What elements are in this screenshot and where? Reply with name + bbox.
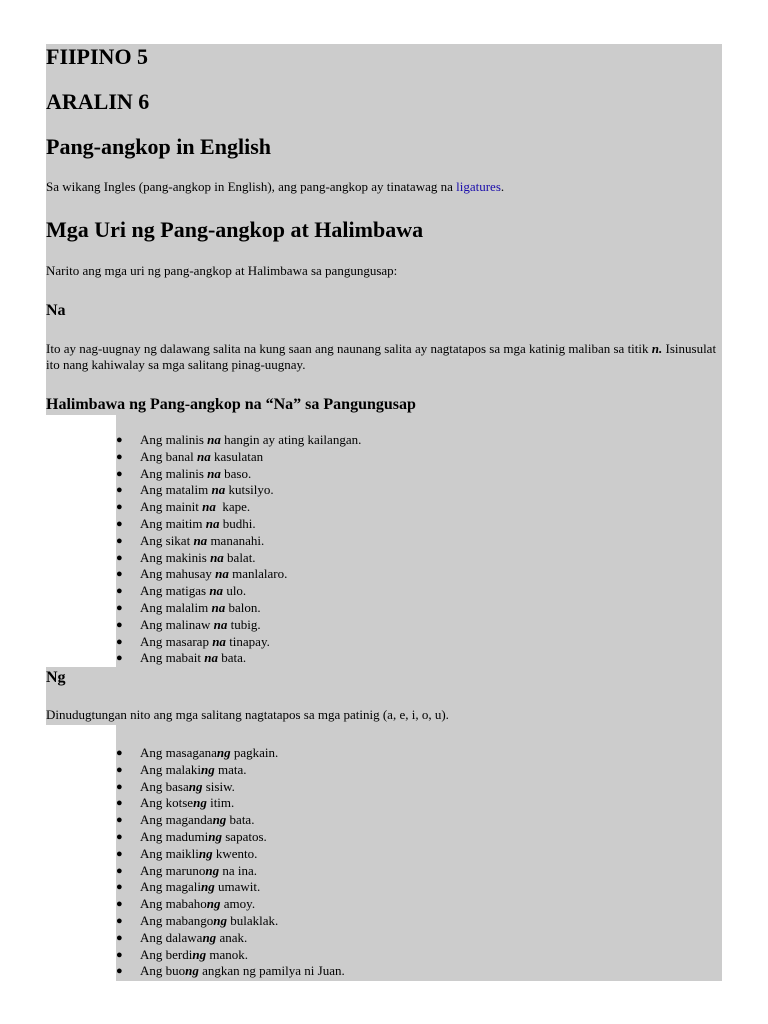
na-desc-part1: Ito ay nag-uugnay ng dalawang salita na kung saan ang naunang salita ay nagtatapos sa mga katinig maliban sa titik: [46, 341, 652, 356]
example-text: Ang mahusay: [140, 566, 216, 582]
list-item: [116, 896, 345, 913]
bullet-icon: ●: [116, 534, 123, 547]
example-text: Ang buo: [140, 963, 186, 979]
example-text-end: kutsilyo.: [225, 482, 274, 498]
page-title-lesson: ARALIN 6: [46, 89, 150, 114]
list-item: [116, 482, 361, 499]
example-text: Ang makinis: [140, 549, 211, 565]
example-text-end: balon.: [225, 599, 261, 615]
list-item: [116, 634, 361, 651]
example-text: Ang maikli: [140, 845, 199, 861]
list-item: [116, 963, 345, 980]
example-text-end: pagkain.: [230, 745, 279, 760]
ligatures-link[interactable]: ligatures: [456, 179, 501, 194]
ligature-word: na: [204, 650, 218, 666]
english-text-end: .: [500, 179, 505, 194]
example-text: Ang masagana: [140, 745, 217, 760]
example-text: Ang basa: [140, 778, 189, 794]
example-text-end: manok.: [206, 946, 248, 962]
ligature-word: ng: [208, 828, 222, 844]
section-heading-types: Mga Uri ng Pang-angkop at Halimbawa: [46, 217, 424, 242]
ligature-word: ng: [202, 929, 217, 945]
example-text: Ang maruno: [140, 862, 206, 878]
bullet-icon: ●: [116, 467, 123, 480]
list-item: [116, 846, 345, 863]
list-item: [116, 566, 361, 583]
list-item: [116, 745, 345, 762]
bullet-icon: ●: [116, 830, 123, 843]
example-text: Ang magali: [140, 879, 202, 895]
page-title-subject: FIIPINO 5: [46, 44, 149, 69]
ligature-word: ng: [192, 946, 207, 962]
ligature-word: ng: [193, 795, 207, 811]
example-text-end: sisiw.: [202, 778, 235, 794]
na-desc-letter: n.: [651, 341, 663, 356]
ligature-word: na: [202, 499, 216, 515]
example-text-end: budhi.: [219, 515, 256, 531]
bullet-icon: ●: [116, 797, 123, 810]
na-examples-list: [116, 432, 361, 667]
example-text: Ang mainit: [140, 499, 203, 515]
bullet-icon: ●: [116, 898, 123, 911]
bullet-icon: ●: [116, 948, 123, 961]
example-text-end: tinapay.: [225, 633, 270, 649]
example-text: Ang maitim: [140, 515, 206, 531]
example-text-end: angkan ng pamilya ni Juan.: [198, 963, 345, 979]
list-item: [116, 762, 345, 779]
ligature-word: na: [213, 616, 228, 632]
list-item: [116, 795, 345, 812]
english-text: Sa wikang Ingles (pang-angkop in English), ang pang-angkop ay tinatawag na: [46, 179, 457, 194]
example-text: Ang kotse: [140, 795, 194, 811]
ligature-word: ng: [185, 963, 199, 979]
bullet-icon: ●: [116, 568, 123, 581]
bullet-icon: ●: [116, 618, 123, 631]
bullet-icon: ●: [116, 864, 123, 877]
example-text-end: itim.: [206, 795, 235, 811]
bullet-icon: ●: [116, 847, 123, 860]
ng-heading: Ng: [46, 669, 66, 686]
bullet-icon: ●: [116, 585, 123, 598]
na-description: [46, 341, 722, 373]
example-text-end: kape.: [215, 499, 251, 515]
bullet-icon: ●: [116, 763, 123, 776]
ligature-word: na: [197, 448, 211, 464]
ligature-word: ng: [205, 862, 220, 878]
ligature-word: ng: [213, 912, 228, 928]
example-text: Ang mabango: [140, 912, 214, 928]
example-text: Ang banal: [140, 448, 198, 464]
bullet-icon: ●: [116, 434, 123, 446]
bullet-icon: ●: [116, 450, 123, 463]
example-text-end: baso.: [220, 465, 252, 481]
list-item: [116, 432, 361, 449]
example-text: Ang matalim: [140, 482, 212, 498]
example-text: Ang mabait: [140, 650, 205, 666]
example-text: Ang malinaw: [140, 616, 214, 632]
example-text-end: tubig.: [227, 616, 261, 632]
bullet-icon: ●: [116, 501, 123, 514]
list-item: [116, 829, 345, 846]
example-text: Ang malaki: [140, 761, 202, 777]
english-paragraph: [46, 179, 722, 195]
list-item: [116, 863, 345, 880]
types-intro: Narito ang mga uri ng pang-angkop at Halimbawa sa pangungusap:: [46, 263, 398, 278]
example-text-end: bulaklak.: [227, 912, 279, 928]
example-text: Ang sikat: [140, 532, 194, 548]
example-text: Ang madumi: [140, 828, 209, 844]
example-text-end: hangin ay ating kailangan.: [220, 432, 362, 447]
ligature-word: na: [215, 566, 229, 582]
list-item: [116, 516, 361, 533]
bullet-icon: ●: [116, 965, 123, 978]
bullet-icon: ●: [116, 551, 123, 564]
bullet-icon: ●: [116, 652, 123, 665]
ligature-word: na: [207, 432, 221, 447]
list-item: [116, 879, 345, 896]
example-text-end: na ina.: [219, 862, 257, 878]
list-item: [116, 779, 345, 796]
bullet-icon: ●: [116, 601, 123, 614]
na-examples-heading: Halimbawa ng Pang-angkop na “Na” sa Pangungusap: [46, 396, 416, 413]
example-text-end: umawit.: [214, 879, 261, 895]
example-text-end: amoy.: [220, 896, 256, 912]
example-text-end: balat.: [223, 549, 256, 565]
ligature-word: na: [211, 482, 226, 498]
example-text-end: bata.: [218, 650, 247, 666]
highlight-ng-heading: [46, 667, 722, 703]
list-item: [116, 947, 345, 964]
example-text-end: bata.: [226, 812, 255, 828]
na-heading: Na: [46, 302, 66, 319]
section-heading-english: Pang-angkop in English: [46, 134, 271, 159]
ligature-word: na: [210, 549, 224, 565]
example-text-end: manlalaro.: [228, 566, 288, 582]
example-text: Ang malalim: [140, 599, 212, 615]
list-item: [116, 449, 361, 466]
ng-description: Dinudugtungan nito ang mga salitang nagtatapos sa mga patinig (a, e, i, o, u).: [46, 707, 449, 722]
bullet-icon: ●: [116, 484, 123, 497]
ligature-word: ng: [201, 761, 215, 777]
list-item: [116, 930, 345, 947]
list-item: [116, 550, 361, 567]
bullet-icon: ●: [116, 780, 123, 793]
example-text: Ang malinis: [140, 432, 208, 447]
example-text: Ang maganda: [140, 812, 213, 828]
bullet-icon: ●: [116, 635, 123, 648]
example-text: Ang matigas: [140, 583, 210, 599]
ligature-word: na: [209, 583, 224, 599]
ligature-word: ng: [188, 778, 203, 794]
example-text-end: sapatos.: [221, 828, 267, 844]
example-text-end: anak.: [216, 929, 248, 945]
ligature-word: ng: [201, 879, 215, 895]
example-text: Ang masarap: [140, 633, 213, 649]
ligature-word: ng: [216, 745, 231, 760]
example-text: Ang malinis: [140, 465, 208, 481]
ng-examples-list: [116, 745, 345, 980]
example-text: Ang dalawa: [140, 929, 203, 945]
bullet-icon: ●: [116, 931, 123, 944]
list-item: [116, 499, 361, 516]
list-item: [116, 533, 361, 550]
list-item: [116, 913, 345, 930]
list-item: [116, 600, 361, 617]
ligature-word: na: [207, 465, 221, 481]
ligature-word: na: [193, 532, 208, 548]
list-item: [116, 812, 345, 829]
example-text-end: mata.: [214, 761, 247, 777]
bullet-icon: ●: [116, 914, 123, 927]
list-item: [116, 583, 361, 600]
example-text: Ang mabaho: [140, 896, 207, 912]
ligature-word: ng: [198, 845, 213, 861]
ligature-word: ng: [212, 812, 227, 828]
bullet-icon: ●: [116, 747, 123, 759]
example-text: Ang berdi: [140, 946, 193, 962]
example-text-end: mananahi.: [207, 532, 265, 548]
ligature-word: na: [211, 599, 226, 615]
list-item: [116, 650, 361, 667]
bullet-icon: ●: [116, 517, 123, 530]
ligature-word: ng: [206, 896, 221, 912]
example-text-end: kwento.: [212, 845, 258, 861]
ligature-word: na: [205, 515, 220, 531]
example-text-end: ulo.: [223, 583, 247, 599]
na-desc-part2: Isinusulat ito nang kahiwalay sa mga salitang pinag-uugnay.: [46, 341, 717, 372]
example-text-end: kasulatan: [210, 448, 264, 464]
ligature-word: na: [212, 633, 226, 649]
list-item: [116, 617, 361, 634]
bullet-icon: ●: [116, 881, 123, 894]
list-item: [116, 466, 361, 483]
bullet-icon: ●: [116, 814, 123, 827]
